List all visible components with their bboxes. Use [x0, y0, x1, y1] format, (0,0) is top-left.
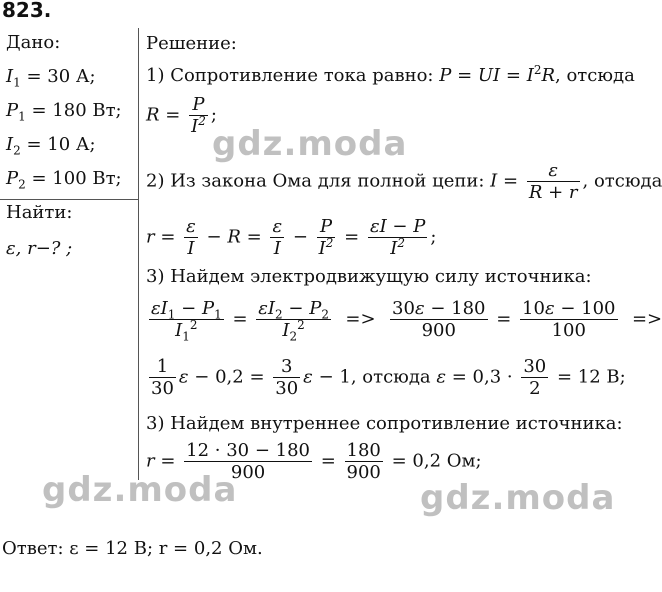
given-item: $I_2 = 10$ А; — [6, 134, 96, 158]
step1-formula-r: R = $\frac{P}{I^2}$ ; — [146, 94, 217, 137]
given-divider-vertical — [138, 28, 139, 480]
step3-title: 3) Найдем электродвижущую силу источника: — [146, 266, 592, 287]
problem-number: 823. — [2, 0, 52, 22]
step3-equation: $\frac{\varepsilon I_1 - P_1}{I_1^2}$ = $\frac{\varepsilon I_2 - P_2}{I_2^2}$ => $\frac{30\varepsilon - 180}{900}$ = $\frac{10\varepsilon - 100}{100}$ => — [151, 298, 662, 344]
given-divider-horizontal — [0, 199, 139, 200]
step3-result: $\frac{1}{30}$ ε − 0,2 = $\frac{3}{30}$ ε − 1, отсюда ε = 0,3 · $\frac{30}{2}$ = 12 В; — [151, 356, 626, 399]
find-expression: ε, r−? ; — [6, 238, 73, 259]
answer-line: Ответ: ε = 12 В; r = 0,2 Ом. — [2, 538, 263, 559]
given-item: $P_2 = 100$ Вт; — [6, 168, 122, 192]
step2-line: 2) Из закона Ома для полной цепи: I = $\frac{\varepsilon}{R + r}$ , отсюда — [146, 160, 662, 203]
watermark: gdz.moda — [420, 478, 616, 518]
given-title: Дано: — [6, 32, 61, 53]
watermark: gdz.moda — [212, 124, 408, 164]
find-title: Найти: — [6, 202, 73, 223]
step2-formula-r: r = $\frac{\varepsilon}{I}$ − R = $\frac{\varepsilon}{I}$ − $\frac{P}{I^2}$ = $\frac{\varepsilon I - P}{I^2}$ ; — [146, 216, 437, 259]
given-item: $I_1 = 30$ А; — [6, 66, 96, 90]
watermark: gdz.moda — [42, 470, 238, 510]
step1-line: 1) Сопротивление тока равно: P = UI = $I^2R$, отсюда — [146, 63, 635, 86]
step4-title: 3) Найдем внутреннее сопротивление источника: — [146, 413, 623, 434]
step4-formula: r = $\frac{12 \cdot 30 - 180}{900}$ = $\frac{180}{900}$ = 0,2 Ом; — [146, 440, 482, 483]
solution-title: Решение: — [146, 33, 237, 54]
given-item: $P_1 = 180$ Вт; — [6, 100, 122, 124]
